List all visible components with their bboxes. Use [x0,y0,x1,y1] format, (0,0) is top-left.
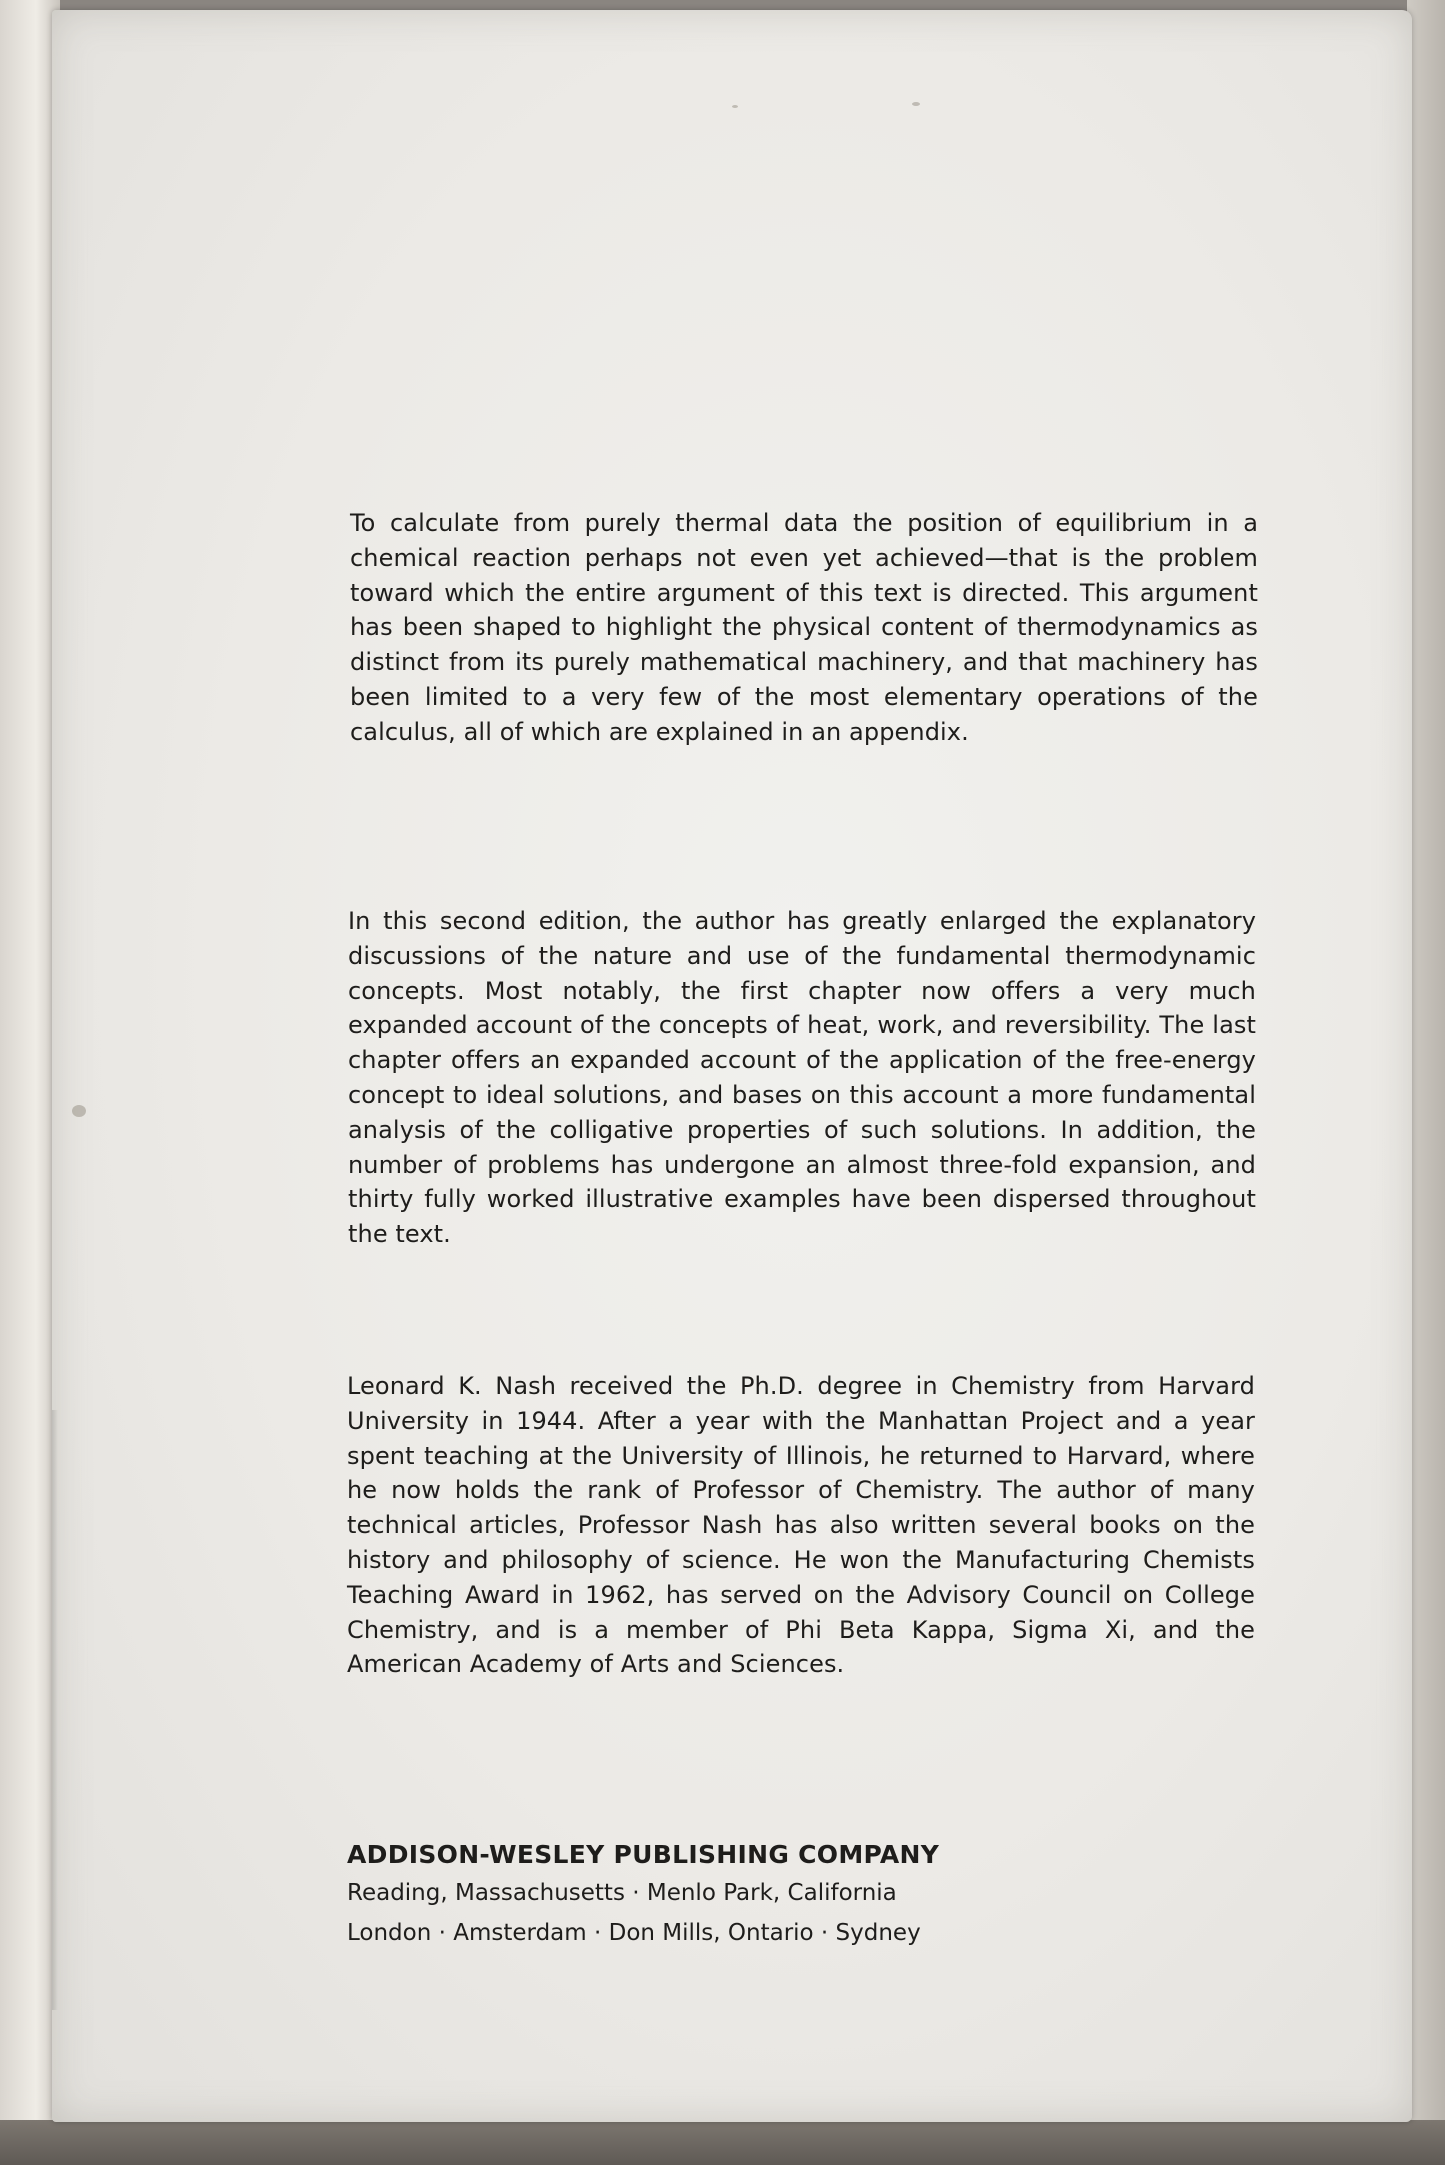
publisher-name: ADDISON-WESLEY PUBLISHING COMPANY [347,1840,940,1869]
second-edition-paragraph: In this second edition, the author has greatly enlarged the explanatory discussions of the nature and use of the fundamental thermodynamic concepts. Most notably, the first chapter now offers a very much expanded account of the concepts of heat, work, and reversibility. The last chapter offers an expanded account of the application of the free-energy concept to ideal solutions, and bases on this account a more fundamental analysis of the colligative properties of such solutions. In addition, the number of problems has undergone an almost three-fold expansion, and thirty fully worked illustrative examples have been dispersed throughout the text. [348,907,1256,1249]
background-bottom-edge [0,2120,1445,2165]
cover-stain [732,105,738,108]
publisher-locations-line-2: London · Amsterdam · Don Mills, Ontario · Sydney [347,1920,921,1946]
author-bio-paragraph: Leonard K. Nash received the Ph.D. degree in Chemistry from Harvard University in 1944. After a year with the Manhattan Project and a year spent teaching at the University of Illinois, he returned to Harvard, where he now holds the rank of Professor of Chemistry. The author of many technical articles, Professor Nash has also written several books on the history and philosophy of science. He won the Manufacturing Chemists Teaching Award in 1962, has served on the Advisory Council on College Chemistry, and is a member of Phi Beta Kappa, Sigma Xi, and the American Academy of Arts and Sciences. [347,1372,1255,1679]
publisher-imprint [347,1838,1107,1952]
cover-stain [912,102,920,106]
cover-stain [72,1105,86,1117]
description-paragraph: To calculate from purely thermal data the position of equilibrium in a chemical reaction perhaps not even yet achieved—that is the problem toward which the entire argument of this text is directed. This argument has been shaped to highlight the physical content of thermodynamics as distinct from its purely mathematical machinery, and that machinery has been limited to a very few of the most elementary operations of the calculus, all of which are explained in an appendix. [350,509,1258,746]
background-left-edge [0,0,60,2165]
cover-crease [52,1410,58,2010]
publisher-locations-line-1: Reading, Massachusetts · Menlo Park, California [347,1880,897,1906]
background-right-edge [1407,0,1445,2165]
